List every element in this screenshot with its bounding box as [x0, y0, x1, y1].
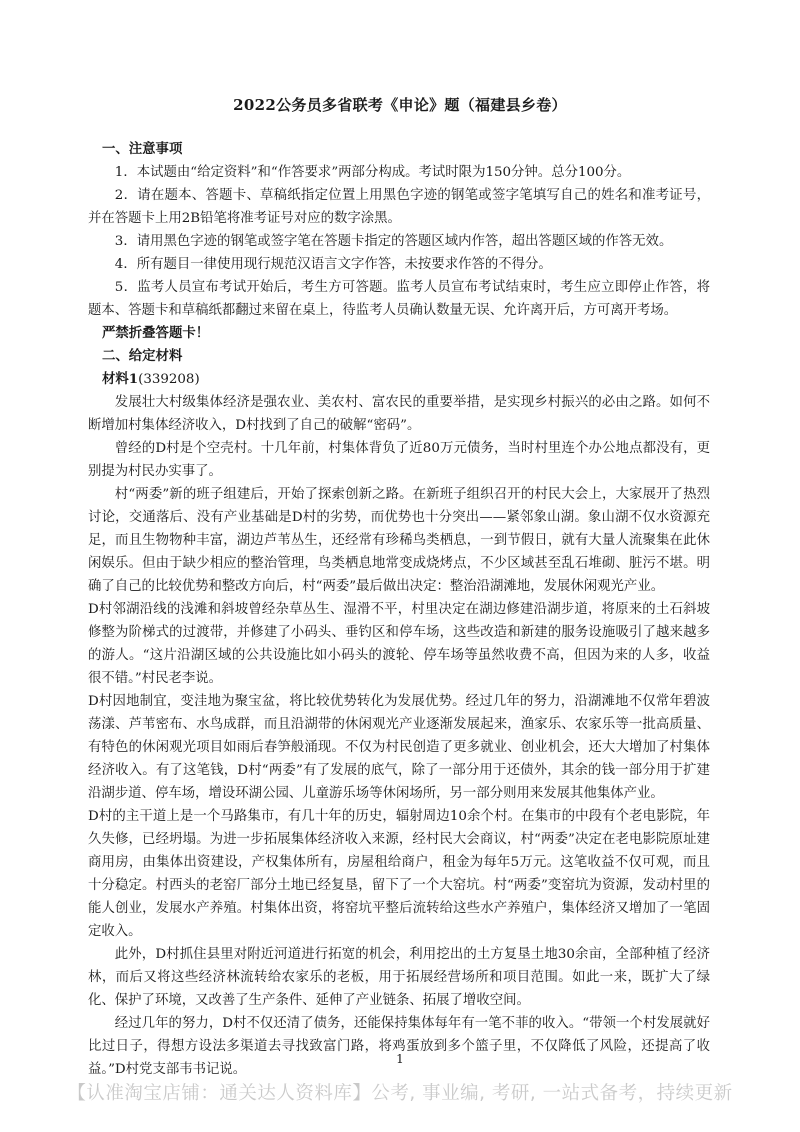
- notice-item-3: 3．请用黑色字迹的钢笔或签字笔在答题卡指定的答题区域内作答，超出答题区域的作答无效。: [114, 234, 673, 249]
- material-code: (339208): [138, 372, 200, 387]
- section-heading-materials: 二、给定材料: [102, 348, 183, 364]
- material-label: 材料1: [102, 371, 139, 387]
- material-paragraph-6: D村的主干道上是一个马路集市，有几十年的历史，辐射周边10余个村。在集市的中段有个老电影院，年久失修，已经坍塌。为进一步拓展集体经济收入来源，经村民大会商议，村“两委”决定在老电影院原址建商用房，由集体出资建设，产权集体所有，房屋租给商户，租金为每年5万元。这笔收益不仅可观，而且十分稳定。村西头的老窑厂部分土地已经复垦，留下了一个大窑坑。村“两委”变窑坑为资源，发动村里的能人创业，发展水产养殖。村集体出资，将窑坑平整后流转给这些水产养殖户，集体经济又增加了一笔固定收入。: [88, 809, 710, 939]
- material-paragraph-8: 经过几年的努力，D村不仅还清了债务，还能保持集体每年有一笔不菲的收入。“带领一个村发展就好比过日子，得想方设法多渠道去寻找致富门路，将鸡蛋放到多个篮子里，不仅降低了风险，还提高了收益。”D村党支部韦书记说。: [88, 1016, 710, 1077]
- material-paragraph-2: 曾经的D村是个空壳村。十几年前，村集体背负了近80万元债务，当时村里连个办公地点都没有，更别提为村民办实事了。: [88, 441, 710, 479]
- notice-item-2: 2．请在题本、答题卡、草稿纸指定位置上用黑色字迹的钢笔或签字笔填写自己的姓名和准考证号，并在答题卡上用2B铅笔将准考证号对应的数字涂黑。: [88, 188, 710, 226]
- exam-title: 2022公务员多省联考《申论》题（福建县乡卷）: [233, 96, 567, 114]
- material-paragraph-3: 村“两委”新的班子组建后，开始了探索创新之路。在新班子组织召开的村民大会上，大家展开了热烈讨论，交通落后、没有产业基础是D村的劣势，而优势也十分突出——紧邻象山湖。象山湖不仅水资源充足，而且生物物种丰富，湖边芦苇丛生，还经常有珍稀鸟类栖息，一到节假日，就有大量人流聚集在此休闲娱乐。但由于缺少相应的整治管理，鸟类栖息地常变成烧烤点，不少区域甚至乱石堆砌、脏污不堪。明确了自己的比较优势和整改方向后，村“两委”最后做出决定：整治沿湖滩地，发展休闲观光产业。: [88, 487, 710, 594]
- notice-item-5: 5．监考人员宣布考试开始后，考生方可答题。监考人员宣布考试结束时，考生应立即停止作答，将题本、答题卡和草稿纸都翻过来留在桌上，待监考人员确认数量无误、允许离开后，方可离开考场。: [88, 280, 710, 318]
- document-body: [88, 138, 710, 1081]
- material-paragraph-1: 发展壮大村级集体经济是强农业、美农村、富农民的重要举措，是实现乡村振兴的必由之路。如何不断增加村集体经济收入，D村找到了自己的破解“密码”。: [88, 395, 710, 433]
- material-heading: [88, 368, 710, 391]
- material-paragraph-4: D村邻湖沿线的浅滩和斜坡曾经杂草丛生、湿滑不平，村里决定在湖边修建沿湖步道，将原来的土石斜坡修整为阶梯式的过渡带，并修建了小码头、垂钓区和停车场，这些改造和新建的服务设施吸引了越来越多的游人。“这片沿湖区域的公共设施比如小码头的渡轮、停车场等虽然收费不高，但因为来的人多，收益很不错。”村民老李说。: [88, 602, 710, 686]
- warning-text: 严禁折叠答题卡！: [102, 325, 210, 341]
- page-number: 1: [396, 1052, 404, 1066]
- material-paragraph-5: D村因地制宜，变洼地为聚宝盆，将比较优势转化为发展优势。经过几年的努力，沿湖滩地不仅常年碧波荡漾、芦苇密布、水鸟成群，而且沿湖带的休闲观光产业逐渐发展起来，渔家乐、农家乐等一批高质量、有特色的休闲观光项目如雨后春笋般涌现。不仅为村民创造了更多就业、创业机会，还大大增加了村集体经济收入。有了这笔钱，D村“两委”有了发展的底气，除了一部分用于还债外，其余的钱一部分用于扩建沿湖步道、停车场，增设环湖公园、儿童游乐场等休闲场所，另一部分则用来发展其他集体产业。: [88, 694, 710, 801]
- watermark-text: 【认准淘宝店铺：通关达人资料库】公考, 事业编, 考研, 一站式备考，持续更新: [67, 1083, 733, 1104]
- material-paragraph-7: 此外，D村抓住县里对附近河道进行拓宽的机会，利用挖出的土方复垦土地30余亩，全部种植了经济林，而后又将这些经济林流转给农家乐的老板，用于拓展经营场所和项目范围。如此一来，既扩大了绿化、保护了环境，又改善了生产条件、延伸了产业链条、拓展了增收空间。: [88, 947, 710, 1008]
- section-heading-notices: 一、注意事项: [102, 141, 183, 157]
- notice-item-4: 4．所有题目一律使用现行规范汉语言文字作答，未按要求作答的不得分。: [114, 257, 552, 272]
- notice-item-1: 1．本试题由“给定资料”和“作答要求”两部分构成。考试时限为150分钟。总分100分。: [114, 165, 631, 180]
